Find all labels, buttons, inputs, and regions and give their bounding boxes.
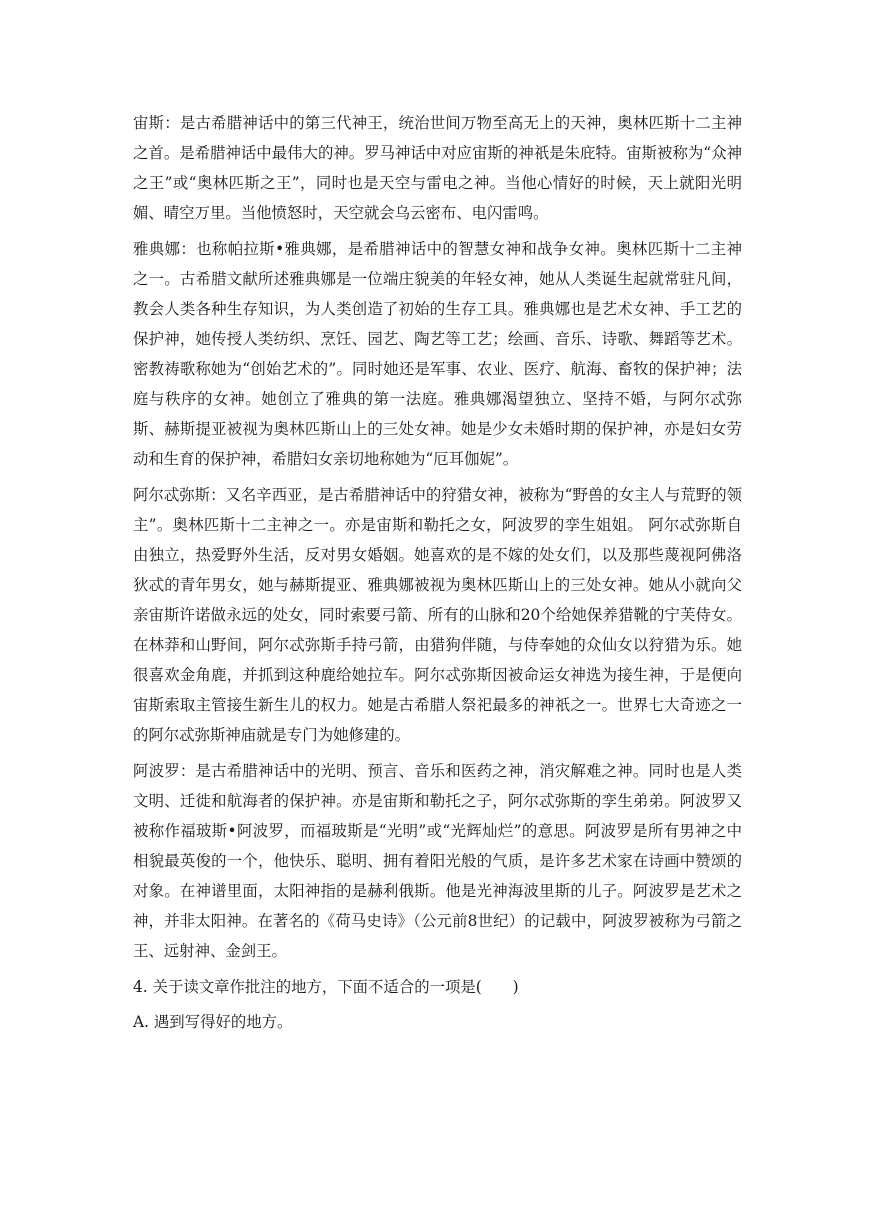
question-text: 4. 关于读文章作批注的地方，下面不适合的一项是( ) bbox=[133, 978, 519, 996]
option-a: A. 遇到写得好的地方。 bbox=[133, 1013, 293, 1031]
paragraph-artemis: 阿尔忒弥斯：又名辛西亚，是古希腊神话中的狩猎女神，被称为“野兽的女主人与荒野的领主”。奥林匹斯十二主神之一。亦是宙斯和勒托之女，阿波罗的孪生姐姐。 阿尔忒弥斯自由独立，热爱野外生活，反对男女婚姻。她喜欢的是不嫁的处女们，以及那些蔑视阿佛洛狄忒的青年男女，她与赫斯提亚、雅典娜被视为奥林匹斯山上的三处女神。她从小就向父亲宙斯许诺做永远的处女，同时索要弓箭、所有的山脉和20个给她保养猎靴的宁芙侍女。在林莽和山野间，阿尔忒弥斯手持弓箭，由猎狗伴随，与侍奉她的众仙女以狩猎为乐。她很喜欢金角鹿，并抓到这种鹿给她拉车。阿尔忒弥斯因被命运女神选为接生神，于是便向宙斯索取主管接生新生儿的权力。她是古希腊人祭祀最多的神祇之一。世界七大奇迹之一的阿尔忒弥斯神庙就是专门为她修建的。 bbox=[133, 486, 742, 744]
paragraph-zeus: 宙斯：是古希腊神话中的第三代神王，统治世间万物至高无上的天神，奥林匹斯十二主神之首。是希腊神话中最伟大的神。罗马神话中对应宙斯的神祇是朱庇特。宙斯被称为“众神之王”或“奥林匹斯之王”，同时也是天空与雷电之神。当他心情好的时候，天上就阳光明媚、晴空万里。当他愤怒时，天空就会乌云密布、电闪雷鸣。 bbox=[133, 114, 742, 222]
document-page bbox=[133, 108, 742, 1037]
paragraph-athena: 雅典娜：也称帕拉斯•雅典娜，是希腊神话中的智慧女神和战争女神。奥林匹斯十二主神之一。古希腊文献所述雅典娜是一位端庄貌美的年轻女神，她从人类诞生起就常驻凡间，教会人类各种生存知识，为人类创造了初始的生存工具。雅典娜也是艺术女神、手工艺的保护神，她传授人类纺织、烹饪、园艺、陶艺等工艺；绘画、音乐、诗歌、舞蹈等艺术。密教祷歌称她为“创始艺术的”。同时她还是军事、农业、医疗、航海、畜牧的保护神；法庭与秩序的女神。她创立了雅典的第一法庭。雅典娜渴望独立、坚持不婚，与阿尔忒弥斯、赫斯提亚被视为奥林匹斯山上的三处女神。她是少女未婚时期的保护神，亦是妇女劳动和生育的保护神，希腊妇女亲切地称她为“厄耳伽妮”。 bbox=[133, 240, 742, 468]
paragraph-apollo: 阿波罗：是古希腊神话中的光明、预言、音乐和医药之神，消灾解难之神。同时也是人类文明、迁徙和航海者的保护神。亦是宙斯和勒托之子，阿尔忒弥斯的孪生弟弟。阿波罗又被称作福玻斯•阿波罗，而福玻斯是“光明”或“光辉灿烂”的意思。阿波罗是所有男神之中相貌最英俊的一个，他快乐、聪明、拥有着阳光般的气质，是许多艺术家在诗画中赞颂的对象。在神谱里面，太阳神指的是赫利俄斯。他是光神海波里斯的儿子。阿波罗是艺术之神，并非太阳神。在著名的《荷马史诗》（公元前8世纪）的记载中，阿波罗被称为弓箭之王、远射神、金剑王。 bbox=[133, 762, 742, 960]
